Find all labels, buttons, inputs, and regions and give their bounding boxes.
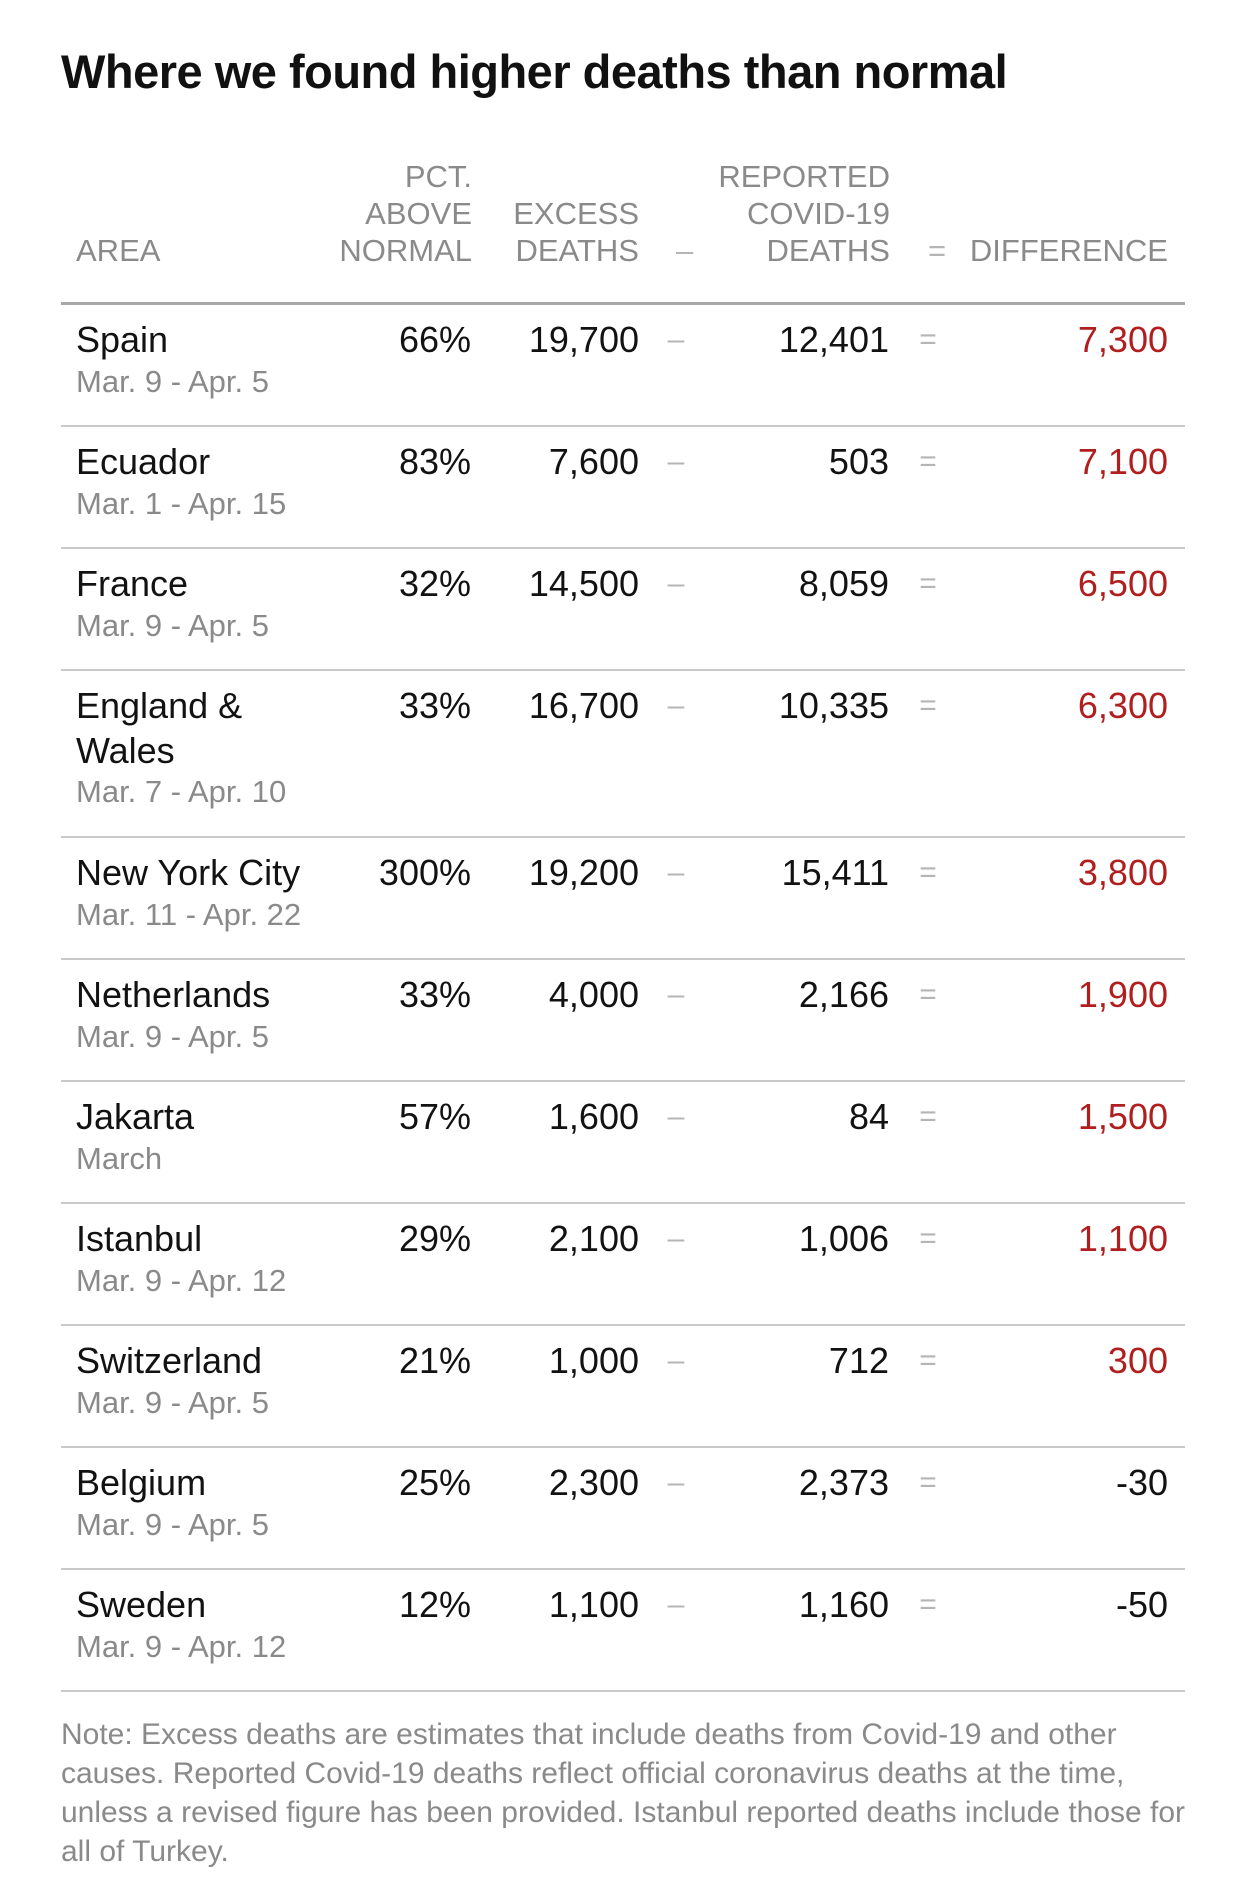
table-row	[61, 1204, 1185, 1326]
equals-sign: =	[919, 567, 937, 600]
excess-deaths-value: 4,000	[548, 974, 639, 1015]
excess-deaths-value: 7,600	[548, 441, 639, 482]
area-dates: March	[76, 1141, 163, 1176]
area-name: Ecuador	[76, 441, 211, 482]
equals-sign: =	[919, 1100, 937, 1133]
reported-deaths-value: 10,335	[778, 685, 889, 726]
pct-above-normal-value: 300%	[378, 852, 471, 893]
table-row	[61, 1082, 1185, 1204]
minus-sign: –	[667, 1588, 685, 1621]
area-dates: Mar. 9 - Apr. 12	[76, 1263, 287, 1298]
equals-sign: =	[919, 445, 937, 478]
area-name: New York City	[76, 852, 301, 893]
equals-sign: =	[919, 1222, 937, 1255]
area-dates: Mar. 9 - Apr. 12	[76, 1629, 287, 1664]
area-name: Istanbul	[76, 1218, 203, 1259]
excess-deaths-value: 14,500	[528, 563, 639, 604]
excess-deaths-value: 2,300	[548, 1462, 639, 1503]
table-row	[61, 1448, 1185, 1570]
table-row	[61, 671, 1185, 838]
difference-value: 7,300	[1077, 319, 1168, 360]
minus-sign: –	[667, 689, 685, 722]
header-equals-sign: =	[928, 233, 947, 268]
row-divider	[61, 1690, 1185, 1692]
equals-sign: =	[919, 978, 937, 1011]
header-difference: DIFFERENCE	[969, 233, 1168, 268]
reported-deaths-value: 12,401	[778, 319, 889, 360]
equals-sign: =	[919, 689, 937, 722]
area-dates: Mar. 7 - Apr. 10	[76, 774, 287, 809]
area-name: Switzerland	[76, 1340, 263, 1381]
minus-sign: –	[667, 1344, 685, 1377]
excess-deaths-value: 1,000	[548, 1340, 639, 1381]
header-minus-sign: –	[676, 233, 694, 268]
table-row	[61, 1570, 1185, 1692]
minus-sign: –	[667, 1466, 685, 1499]
minus-sign: –	[667, 978, 685, 1011]
area-name: Spain	[76, 319, 169, 360]
header-reported-line-2: COVID-19	[747, 196, 890, 231]
header-reported-line-1: REPORTED	[718, 159, 890, 194]
header-reported-line-3: DEATHS	[766, 233, 890, 268]
difference-value: 3,800	[1077, 852, 1168, 893]
reported-deaths-value: 503	[828, 441, 889, 482]
difference-value: 1,500	[1077, 1096, 1168, 1137]
area-name: Jakarta	[76, 1096, 195, 1137]
equals-sign: =	[919, 323, 937, 356]
excess-deaths-value: 16,700	[528, 685, 639, 726]
pct-above-normal-value: 57%	[398, 1096, 471, 1137]
reported-deaths-value: 2,166	[798, 974, 889, 1015]
difference-value: 300	[1107, 1340, 1168, 1381]
header-pct-above-normal	[300, 158, 472, 269]
area-dates: Mar. 9 - Apr. 5	[76, 1385, 269, 1420]
equals-sign: =	[919, 1466, 937, 1499]
area-name: England & Wales	[76, 685, 243, 771]
table-row	[61, 960, 1185, 1082]
pct-above-normal-value: 29%	[398, 1218, 471, 1259]
difference-value: -30	[1115, 1462, 1168, 1503]
header-excess-deaths	[480, 195, 639, 269]
difference-value: 7,100	[1077, 441, 1168, 482]
area-dates: Mar. 1 - Apr. 15	[76, 486, 287, 521]
header-pct-line-1: PCT.	[404, 159, 472, 194]
excess-deaths-value: 19,700	[528, 319, 639, 360]
area-name: Sweden	[76, 1584, 207, 1625]
difference-value: 1,900	[1077, 974, 1168, 1015]
chart-title: Where we found higher deaths than normal	[61, 45, 1008, 98]
pct-above-normal-value: 25%	[398, 1462, 471, 1503]
reported-deaths-value: 712	[828, 1340, 889, 1381]
header-reported-covid-deaths	[700, 158, 890, 269]
minus-sign: –	[667, 323, 685, 356]
minus-sign: –	[667, 567, 685, 600]
difference-value: 1,100	[1077, 1218, 1168, 1259]
area-name: Netherlands	[76, 974, 271, 1015]
header-pct-line-2: ABOVE	[365, 196, 472, 231]
pct-above-normal-value: 66%	[398, 319, 471, 360]
area-dates: Mar. 9 - Apr. 5	[76, 1019, 269, 1054]
reported-deaths-value: 2,373	[798, 1462, 889, 1503]
reported-deaths-value: 15,411	[781, 852, 889, 893]
area-name: France	[76, 563, 189, 604]
pct-above-normal-value: 21%	[398, 1340, 471, 1381]
header-area: AREA	[76, 233, 161, 268]
header-excess-line-2: DEATHS	[515, 233, 639, 268]
pct-above-normal-value: 83%	[398, 441, 471, 482]
minus-sign: –	[667, 856, 685, 889]
reported-deaths-value: 1,160	[798, 1584, 889, 1625]
excess-deaths-value: 1,600	[548, 1096, 639, 1137]
footnote: Note: Excess deaths are estimates that include deaths from Covid-19 and other causes. Reported Covid-19 deaths reflect official coronavirus deaths at the time, unless a revised figure has been provided. Istanbul reported deaths include those for all of Turkey.	[61, 1718, 1186, 1868]
pct-above-normal-value: 32%	[398, 563, 471, 604]
minus-sign: –	[667, 1222, 685, 1255]
area-name: Belgium	[76, 1462, 207, 1503]
area-dates: Mar. 9 - Apr. 5	[76, 1507, 269, 1542]
excess-deaths-value: 19,200	[528, 852, 639, 893]
table-row	[61, 1326, 1185, 1448]
excess-deaths-value: 2,100	[548, 1218, 639, 1259]
difference-value: 6,300	[1077, 685, 1168, 726]
table-row	[61, 549, 1185, 671]
pct-above-normal-value: 12%	[398, 1584, 471, 1625]
area-dates: Mar. 9 - Apr. 5	[76, 364, 269, 399]
reported-deaths-value: 8,059	[798, 563, 889, 604]
excess-deaths-value: 1,100	[548, 1584, 639, 1625]
table-row	[61, 427, 1185, 549]
equals-sign: =	[919, 1588, 937, 1621]
minus-sign: –	[667, 445, 685, 478]
reported-deaths-value: 84	[848, 1096, 889, 1137]
header-pct-line-3: NORMAL	[339, 233, 472, 268]
pct-above-normal-value: 33%	[398, 974, 471, 1015]
area-dates: Mar. 11 - Apr. 22	[76, 897, 302, 932]
equals-sign: =	[919, 856, 937, 889]
difference-value: -50	[1115, 1584, 1168, 1625]
reported-deaths-value: 1,006	[798, 1218, 889, 1259]
table-row	[61, 305, 1185, 427]
pct-above-normal-value: 33%	[398, 685, 471, 726]
equals-sign: =	[919, 1344, 937, 1377]
header-excess-line-1: EXCESS	[513, 196, 639, 231]
difference-value: 6,500	[1077, 563, 1168, 604]
area-dates: Mar. 9 - Apr. 5	[76, 608, 269, 643]
table-row	[61, 838, 1185, 960]
minus-sign: –	[667, 1100, 685, 1133]
